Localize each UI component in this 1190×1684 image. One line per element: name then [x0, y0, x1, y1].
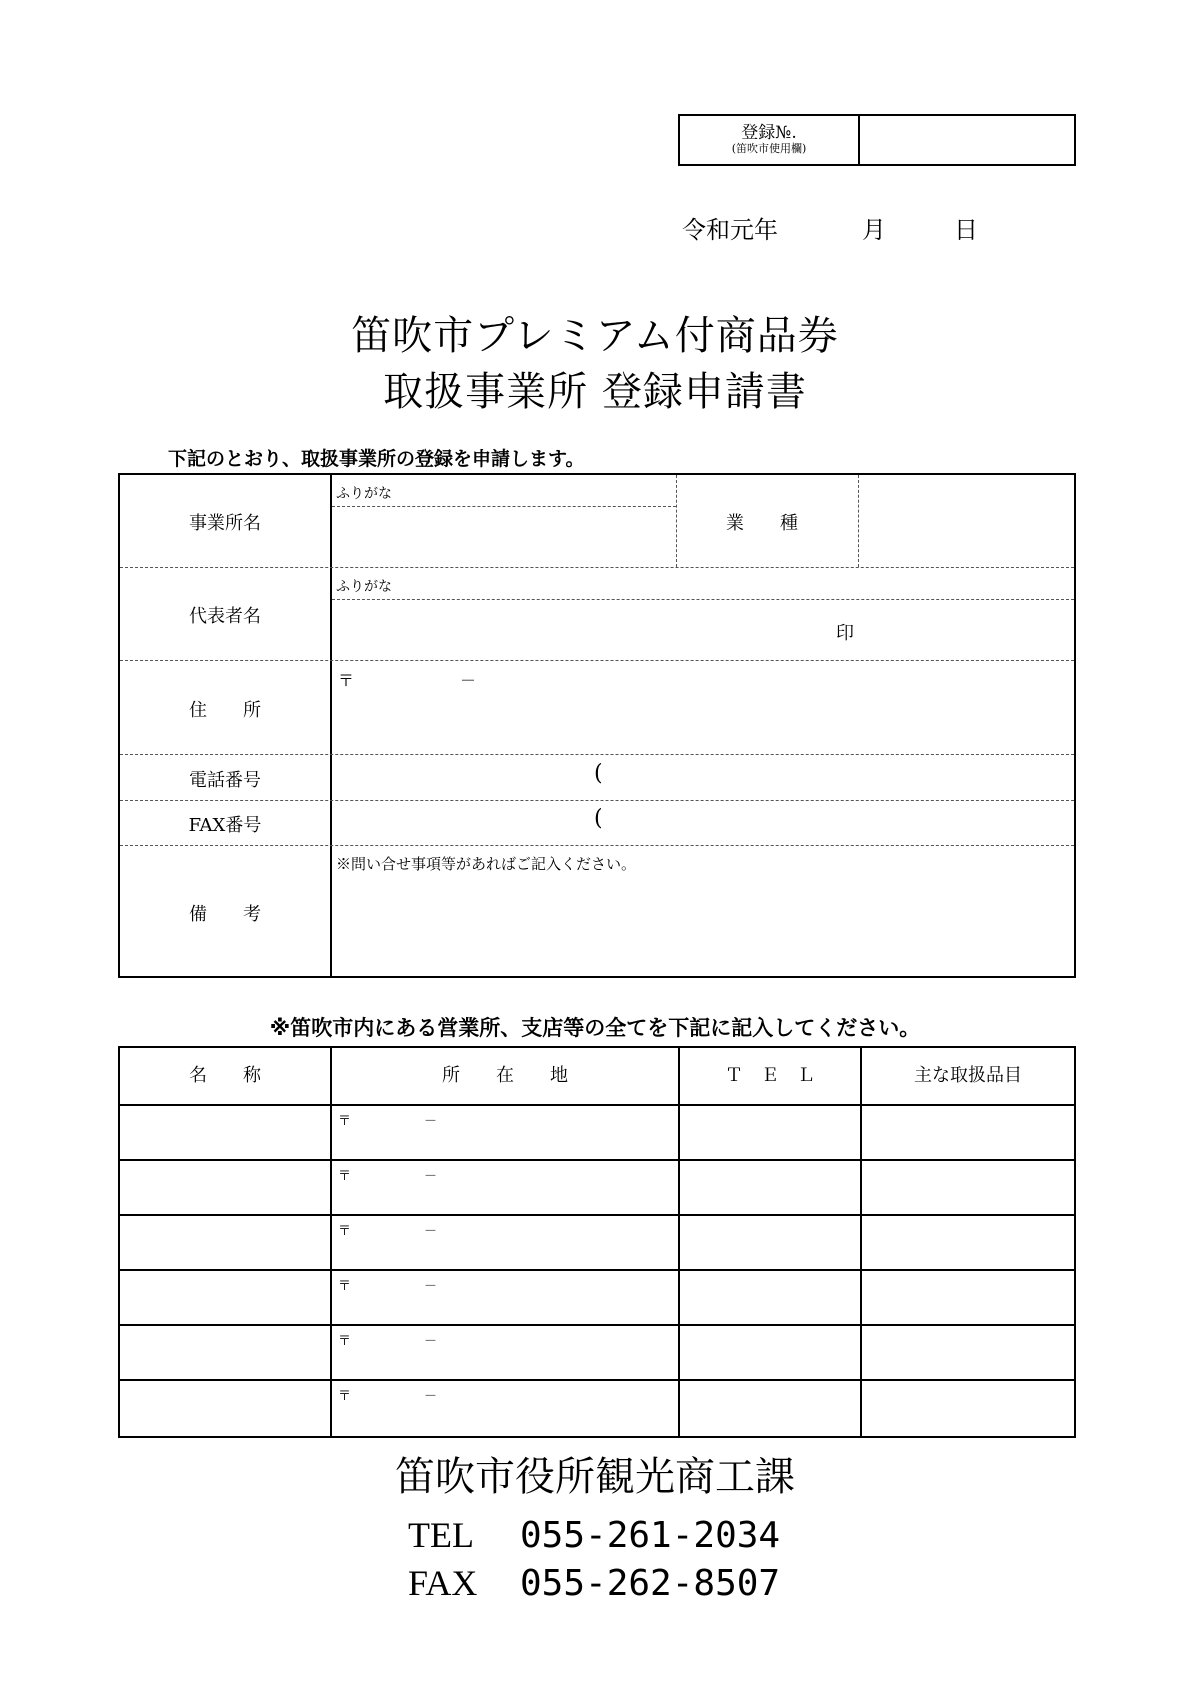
business-name-furigana-label: ふりがな: [336, 486, 392, 502]
row-postal-mark: 〒: [338, 1334, 352, 1349]
row-divider: [120, 1324, 1074, 1326]
row-postal-dash: －: [424, 1169, 438, 1184]
registration-label-cell: [680, 116, 860, 164]
footer-tel-label: TEL: [408, 1515, 474, 1555]
row-divider: [120, 1214, 1074, 1216]
phone-field[interactable]: [332, 756, 1074, 798]
remarks-label: 備 考: [189, 904, 261, 925]
industry-label: 業 種: [726, 513, 798, 534]
representative-label: 代表者名: [189, 606, 261, 627]
seal-mark: 印: [836, 623, 854, 644]
fax-label: FAX番号: [188, 815, 262, 836]
page-title-line2: 取扱事業所 登録申請書: [383, 369, 807, 415]
footer-fax-number: 055-262-8507: [520, 1563, 781, 1604]
registration-sublabel: (笛吹市使用欄): [731, 142, 807, 155]
registration-box: [678, 114, 1076, 166]
postal-dash: －: [460, 671, 477, 690]
business-name-label: 事業所名: [189, 513, 261, 534]
postal-mark: 〒: [338, 671, 355, 690]
phone-label: 電話番号: [189, 770, 261, 791]
date-month: 月: [862, 216, 886, 244]
row-divider: [120, 1379, 1074, 1381]
header-items: 主な取扱品目: [914, 1065, 1022, 1086]
footer-organization: 笛吹市役所観光商工課: [395, 1454, 795, 1500]
row-postal-dash: －: [424, 1389, 438, 1404]
application-form: [118, 473, 1076, 978]
business-name-field[interactable]: [332, 507, 676, 565]
header-name: 名 称: [189, 1065, 261, 1086]
page-title-line1: 笛吹市プレミアム付商品券: [351, 313, 839, 359]
row-postal-dash: －: [424, 1224, 438, 1239]
industry-divider-left: [676, 475, 677, 567]
header-tel: Ｔ Ｅ Ｌ: [725, 1065, 815, 1086]
registration-number-field[interactable]: [860, 116, 1074, 164]
fax-paren: (: [594, 806, 603, 831]
phone-paren: (: [594, 761, 603, 786]
representative-furigana-label: ふりがな: [336, 579, 392, 595]
row-postal-mark: 〒: [338, 1114, 352, 1129]
row-divider: [120, 1104, 1074, 1106]
address-label: 住 所: [189, 700, 261, 721]
row-divider: [120, 567, 1074, 568]
date-line: [682, 210, 992, 242]
row-postal-mark: 〒: [338, 1169, 352, 1184]
intro-text: 下記のとおり、取扱事業所の登録を申請します。: [168, 448, 585, 470]
row-divider: [120, 1159, 1074, 1161]
row-postal-mark: 〒: [338, 1224, 352, 1239]
branch-table: [118, 1046, 1076, 1438]
row-divider: [120, 845, 1074, 846]
industry-field[interactable]: [860, 477, 1074, 565]
column-divider: [678, 1048, 680, 1436]
branch-note: ※笛吹市内にある営業所、支店等の全てを下記に記入してください。: [269, 1016, 921, 1040]
footer-tel-number: 055-261-2034: [520, 1515, 781, 1556]
column-divider: [860, 1048, 862, 1436]
row-divider: [120, 1269, 1074, 1271]
address-field[interactable]: [332, 662, 1074, 752]
date-day: 日: [954, 216, 978, 244]
column-divider: [330, 1048, 332, 1436]
remarks-hint: ※問い合せ事項等があればご記入ください。: [336, 855, 637, 873]
header-location: 所 在 地: [442, 1065, 568, 1086]
footer-tel-line: [408, 1514, 780, 1557]
remarks-field[interactable]: [332, 875, 1074, 975]
fax-field[interactable]: [332, 802, 1074, 843]
footer-fax-line: [408, 1562, 780, 1605]
date-era-year: 令和元年: [682, 216, 778, 244]
row-divider: [120, 754, 1074, 755]
row-divider: [120, 660, 1074, 661]
industry-divider-right: [858, 475, 859, 567]
row-postal-dash: －: [424, 1334, 438, 1349]
row-postal-mark: 〒: [338, 1389, 352, 1404]
registration-label: 登録№.: [741, 123, 797, 143]
row-postal-mark: 〒: [338, 1279, 352, 1294]
row-postal-dash: －: [424, 1279, 438, 1294]
row-divider: [120, 800, 1074, 801]
footer-fax-label: FAX: [408, 1563, 478, 1603]
row-postal-dash: －: [424, 1114, 438, 1129]
